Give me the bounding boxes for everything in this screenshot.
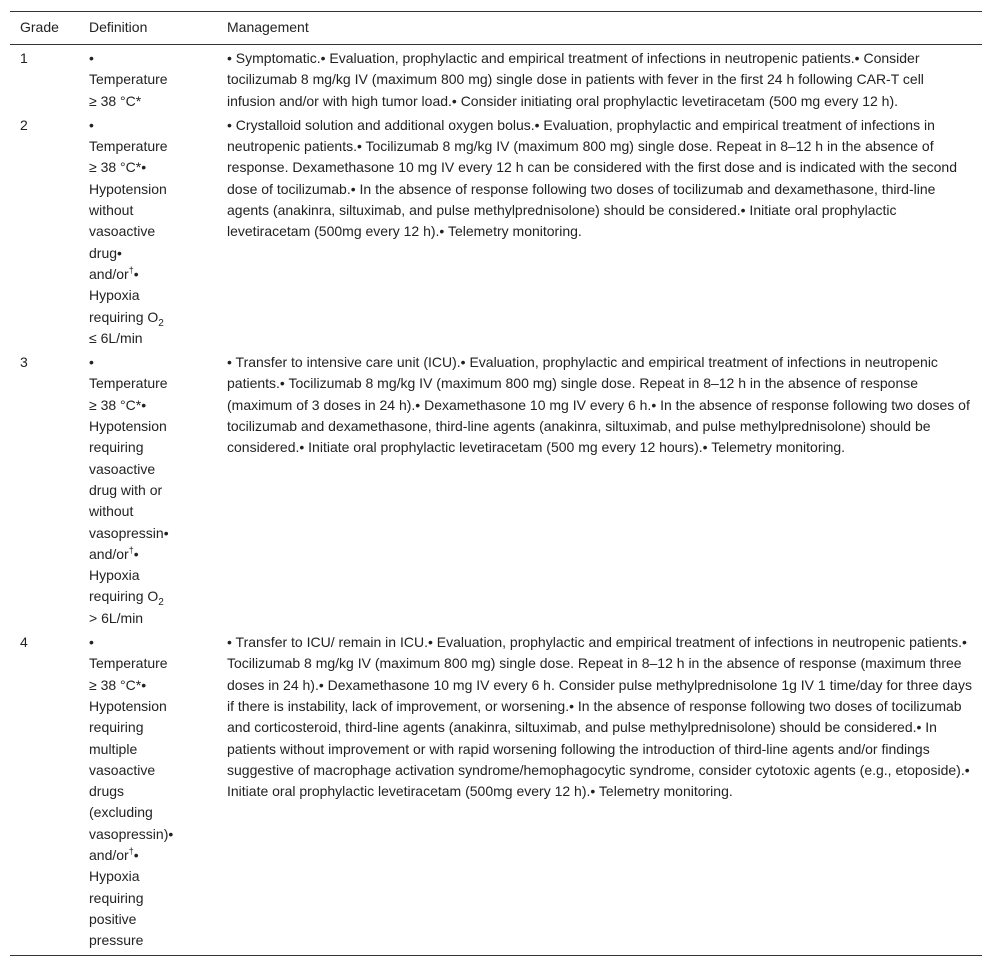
definition-cell [79, 45, 217, 112]
header-definition: Definition [79, 12, 217, 45]
definition-text: • Hypoxia requiring O [89, 265, 159, 325]
subscript: 2 [158, 597, 164, 609]
definition-text: • Hypoxia requiring O [89, 545, 159, 605]
definition-text: • Hypoxia requiring positive pressure [89, 846, 144, 949]
footnote-dagger: † [128, 544, 134, 555]
definition-text: • Temperature ≥ 38 °C*• Hypotension requiring vasoactive drug with or without vasopressin• and/or [89, 354, 169, 562]
table-row [10, 629, 982, 956]
definition-cell [79, 112, 217, 349]
grade-cell: 1 [20, 50, 28, 66]
header-grade: Grade [10, 12, 79, 45]
table-row [10, 45, 982, 112]
header-management: Management [217, 12, 982, 45]
footnote-dagger: † [128, 264, 134, 275]
definition-text: > 6L/min [89, 609, 144, 626]
management-cell: • Transfer to ICU/ remain in ICU.• Evaluation, prophylactic and empirical treatment of infections in neutropenic patients.• Tocilizumab 8 mg/kg IV (maximum 800 mg) single dose. Repeat in 8–12 h in the absence of response (maximum three doses in 24 h).• Dexamethasone 10 mg IV every 6 h. Consider pulse methylprednisolone 1g IV 1 time/day for three days if there is instability, lack of improvement, or worsening.• In the absence of response following two doses of tocilizumab and corticosteroid, third-line agents (anakinra, siltuximab, and pulse methylprednisolone) should be considered.• In patients without improvement or with rapid worsening following the introduction of third-line agents and/or findings suggestive of macrophage activation syndrome/hemophagocytic syndrome, consider cytotoxic agents (e.g., etoposide).• Initiate oral prophylactic levetiracetam (500mg every 12 h).• Telemetry monitoring. [227, 634, 972, 800]
header-row [10, 12, 982, 45]
footnote-dagger: † [128, 845, 134, 856]
grade-cell: 4 [20, 634, 28, 651]
definition-text: • Temperature ≥ 38 °C* [89, 50, 168, 109]
grade-cell: 3 [20, 354, 28, 371]
grade-cell: 2 [20, 116, 28, 133]
definition-cell [79, 349, 217, 629]
definition-text: • Temperature ≥ 38 °C*• Hypotension requiring multiple vasoactive drugs (excluding vasopressin)• and/or [89, 634, 174, 863]
subscript: 2 [158, 317, 164, 329]
definition-cell [79, 629, 217, 956]
management-cell: • Symptomatic.• Evaluation, prophylactic and empirical treatment of infections in neutropenic patients.• Consider tocilizumab 8 mg/kg IV (maximum 800 mg) single dose in patients with fever in the first 24 h following CAR-T cell infusion and/or with high tumor load.• Consider initiating oral prophylactic levetiracetam (500 mg every 12 h). [227, 50, 924, 109]
definition-text: ≤ 6L/min [89, 329, 143, 346]
management-cell: • Crystalloid solution and additional oxygen bolus.• Evaluation, prophylactic and empirical treatment of infections in neutropenic patients.• Tocilizumab 8 mg/kg IV (maximum 800 mg) single dose. Repeat in 8–12 h in the absence of response. Dexamethasone 10 mg IV every 12 h can be considered with the first dose and is indicated with the second dose of tocilizumab.• In the absence of response following two doses of tocilizumab and dexamethasone, third-line agents (anakinra, siltuximab, and pulse methylprednisolone) should be considered.• Initiate oral prophylactic levetiracetam (500mg every 12 h).• Telemetry monitoring. [227, 116, 957, 240]
table-row [10, 349, 982, 629]
definition-text: • Temperature ≥ 38 °C*• Hypotension without vasoactive drug• and/or [89, 116, 168, 282]
crs-grading-table [10, 11, 982, 956]
table-row [10, 112, 982, 349]
management-cell: • Transfer to intensive care unit (ICU).• Evaluation, prophylactic and empirical treatment of infections in neutropenic patients.• Tocilizumab 8 mg/kg IV (maximum 800 mg) single dose. Repeat in 8–12 h in the absence of response (maximum of 3 doses in 24 h).• Dexamethasone 10 mg IV every 6 h.• In the absence of response following two doses of tocilizumab and dexamethasone, third-line agents (anakinra, siltuximab, and pulse methylprednisolone) should be considered.• Initiate oral prophylactic levetiracetam (500 mg every 12 hours).• Telemetry monitoring. [227, 354, 970, 456]
